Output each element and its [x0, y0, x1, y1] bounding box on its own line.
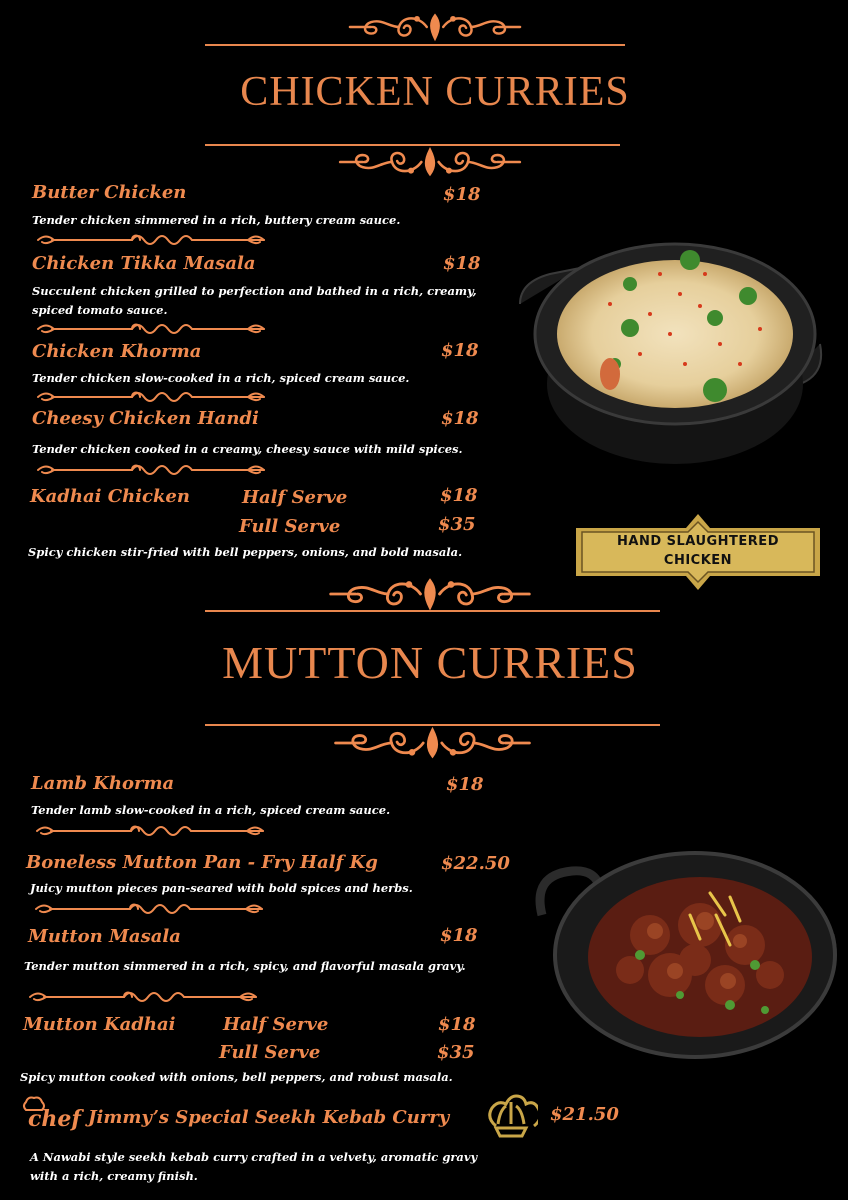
- half-serve-price: $18: [438, 1014, 476, 1035]
- item-name: Chicken Khorma: [32, 341, 202, 362]
- item-desc: Tender chicken simmered in a rich, buttery cream sauce.: [32, 213, 401, 227]
- item-desc: Tender mutton simmered in a rich, spicy, and flavorful masala gravy.: [24, 959, 466, 973]
- mutton-top-ornament: [325, 576, 535, 612]
- chef-logo: [14, 1096, 88, 1144]
- chef-hat-icon: [484, 1094, 538, 1138]
- item-divider: [32, 390, 272, 404]
- item-name: Boneless Mutton Pan - Fry Half Kg: [26, 852, 378, 873]
- mutton-kadhai-image: [530, 845, 842, 1065]
- special-desc: A Nawabi style seekh kebab curry crafted in a velvety, aromatic gravy with a rich, creamy finish.: [30, 1150, 478, 1183]
- item-name: Mutton Masala: [28, 926, 181, 947]
- chicken-title-ornament: [335, 144, 525, 180]
- item-name: Kadhai Chicken: [30, 486, 190, 507]
- item-price: $22.50: [441, 853, 510, 874]
- special-name: Jimmy’s Special Seekh Kebab Curry: [88, 1107, 450, 1128]
- item-divider: [32, 322, 272, 336]
- item-divider: [32, 233, 272, 247]
- item-price: $18: [446, 774, 484, 795]
- item-desc: Tender chicken slow-cooked in a rich, spiced cream sauce.: [32, 371, 410, 385]
- badge-line-2: CHICKEN: [663, 553, 733, 568]
- mutton-section-title: MUTTON CURRIES: [222, 637, 638, 688]
- item-price: $18: [441, 408, 479, 429]
- item-desc: Succulent chicken grilled to perfection and bathed in a rich, creamy, spiced tomato sauce.: [32, 284, 477, 317]
- item-desc: Spicy chicken stir-fried with bell peppers, onions, and bold masala.: [28, 545, 463, 559]
- item-price: $18: [440, 925, 478, 946]
- item-price: $18: [443, 184, 481, 205]
- badge-line-1: HAND SLAUGHTERED: [617, 534, 779, 549]
- special-price: $21.50: [550, 1104, 619, 1125]
- item-divider: [24, 990, 264, 1004]
- top-rule: [205, 44, 625, 46]
- full-serve-price: $35: [437, 1042, 475, 1063]
- half-serve-label: Half Serve: [223, 1014, 329, 1035]
- item-divider: [31, 824, 271, 838]
- chicken-curry-bowl-image: [510, 234, 830, 470]
- item-desc: Spicy mutton cooked with onions, bell peppers, and robust masala.: [20, 1070, 453, 1084]
- item-price: $18: [441, 340, 479, 361]
- item-divider: [32, 463, 272, 477]
- item-name: Cheesy Chicken Handi: [32, 408, 259, 429]
- half-serve-price: $18: [440, 485, 478, 506]
- full-serve-price: $35: [438, 514, 476, 535]
- item-divider: [30, 902, 270, 916]
- item-desc: Tender lamb slow-cooked in a rich, spiced cream sauce.: [31, 803, 391, 817]
- top-ornament: [345, 10, 525, 44]
- item-name: Mutton Kadhai: [23, 1014, 176, 1035]
- full-serve-label: Full Serve: [239, 516, 341, 537]
- item-name: Chicken Tikka Masala: [32, 253, 256, 274]
- item-name: Butter Chicken: [32, 182, 187, 203]
- hand-slaughtered-badge: [562, 510, 834, 592]
- item-price: $18: [443, 253, 481, 274]
- item-name: Lamb Khorma: [31, 773, 175, 794]
- chef-logo-text: chef: [28, 1106, 81, 1132]
- half-serve-label: Half Serve: [242, 487, 348, 508]
- full-serve-label: Full Serve: [219, 1042, 321, 1063]
- item-desc: Juicy mutton pieces pan-seared with bold spices and herbs.: [30, 881, 413, 895]
- chicken-section-title: CHICKEN CURRIES: [240, 69, 630, 115]
- mutton-title-ornament: [330, 724, 535, 762]
- item-desc: Tender chicken cooked in a creamy, cheesy sauce with mild spices.: [32, 442, 463, 456]
